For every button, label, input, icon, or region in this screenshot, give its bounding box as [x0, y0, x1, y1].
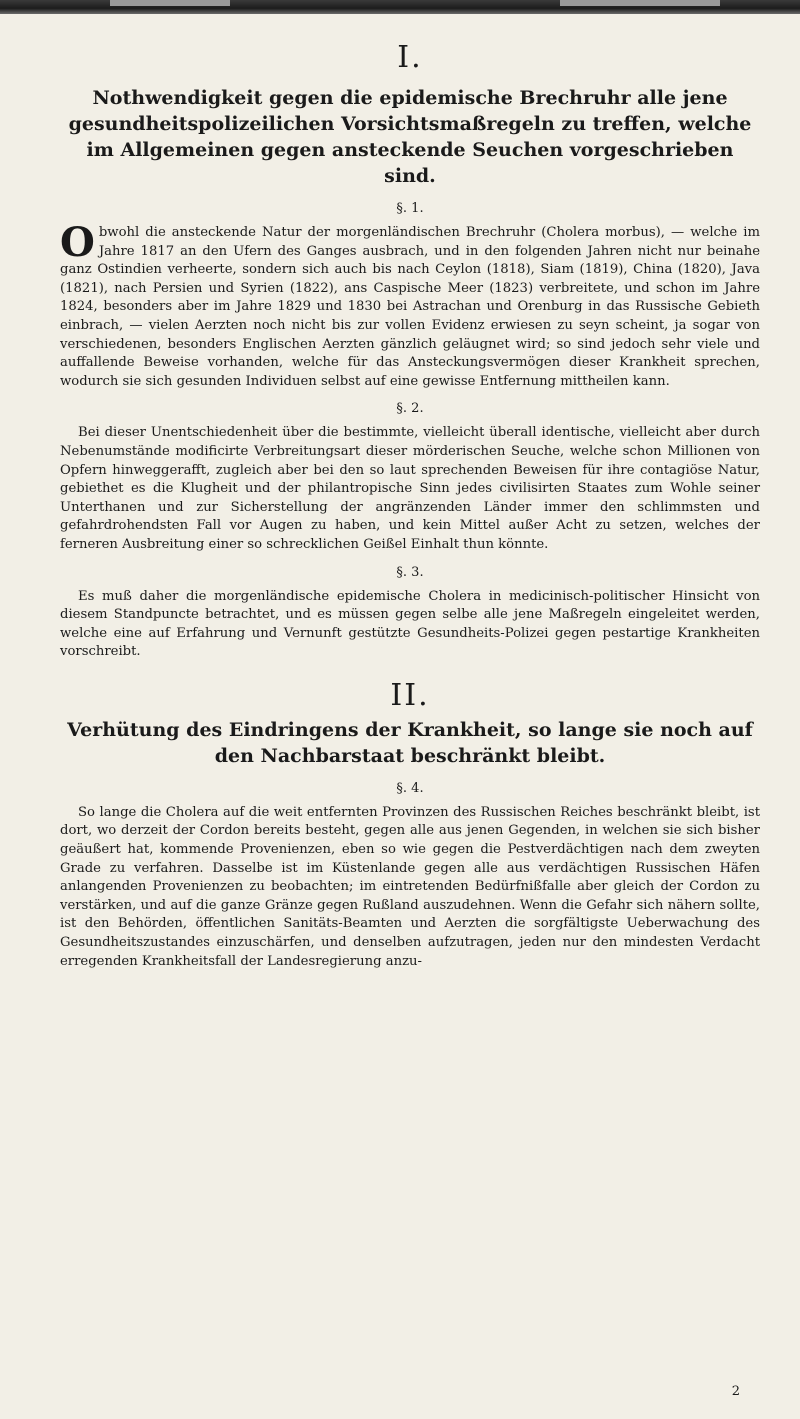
- paragraph-text: So lange die Cholera auf die weit entfernten Provinzen des Russischen Reiches beschränkt bleibt, ist dort, wo derzeit der Cordon bereits besteht, gegen alle aus jenen Gegenden, in welchen sie sich bisher geäußert hat, kommende Provenienzen, eben so wie gegen die Pestverdächtigen nach dem zweyten Grade zu verfahren. Dasselbe ist im Küstenlande gegen alle aus verdächtigen Russischen Häfen anlangenden Provenienzen zu beobachten; im eintretenden Bedürfnißfalle aber gleich der Cordon zu verstärken, und auf die ganze Gränze gegen Rußland auszudehnen. Wenn die Gefahr sich nähern sollte, ist den Behörden, öffentlichen Sanitäts-Beamten und Aerzten die sorgfältigste Ueberwachung des Gesundheitszustandes einzuschärfen, und denselben aufzutragen, jeden nur den mindesten Verdacht erregenden Krankheitsfall der Landesregierung anzu-: [60, 804, 760, 969]
- scan-edge-gap: [560, 0, 720, 6]
- paragraph-body: bwohl die ansteckende Natur der morgenländischen Brechruhr (Cholera morbus), — welche im Jahre 1817 an den Ufern des Ganges ausbrach, und in den folgenden Jahren nicht nur beinahe ganz Ostindien verheerte, sondern sich auch bis nach Ceylon (1818), Siam (1819), China (1820), Java (1821), nach Persien und Syrien (1822), ans Caspische Meer (1823) verbreitete, und schon im Jahre 1824, besonders aber im Jahre 1829 und 1830 bei Astrachan und Orenburg in das Russische Gebieth einbrach, — vielen Aerzten noch nicht bis zur vollen Evidenz erwiesen zu seyn scheint, ja sogar von verschiedenen, besonders Englischen Aerzten gänzlich geläugnet wird; so sind jedoch sehr viele und auffallende Beweise vorhanden, welche für das Ansteckungsvermögen dieser Krankheit sprechen, wodurch sie sich gesunden Individuen selbst auf eine gewisse Entfernung mittheilen kann.: [60, 225, 760, 389]
- paragraph-text: Es muß daher die morgenländische epidemische Cholera in medicinisch-politischer Hinsicht von diesem Standpuncte betrachtet, und es müssen gegen selbe alle jene Maßregeln eingeleitet werden, welche eine auf Erfahrung und Vernunft gestützte Gesundheits-Polizei gegen pestartige Krankheiten vorschreibt.: [60, 588, 760, 660]
- paragraph-text: Bei dieser Unentschiedenheit über die bestimmte, vielleicht überall identische, vielleicht aber durch Nebenumstände modificirte Verbreitungsart dieser mörderischen Seuche, welche schon Millionen von Opfern hinweggerafft, zugleich aber bei den so laut sprechenden Beweisen für ihre contagiöse Natur, gebiethet es die Klugheit und der philantropische Sinn jedes civilisirten Staates zum Wohle seiner Unterthanen und zur Sicherstellung der angränzenden Länder immer den schlimmsten und gefahrdrohendsten Fall vor Augen zu haben, und kein Mittel außer Acht zu setzen, welches der ferneren Ausbreitung einer so schrecklichen Geißel Einhalt thun könnte.: [60, 425, 760, 552]
- scan-top-edge: [0, 0, 800, 14]
- section-heading: Verhütung des Eindringens der Krankheit, so lange sie noch auf den Nachbarstaat beschränkt bleibt.: [67, 718, 753, 767]
- paragraph-mark: §. 2.: [396, 401, 424, 417]
- paragraph-mark: §. 3.: [396, 564, 424, 580]
- paragraph-text: [60, 219, 760, 391]
- paragraph-mark: §. 1.: [396, 201, 424, 216]
- section-heading: Nothwendigkeit gegen die epidemische Brechruhr alle jene gesundheitspolizeilichen Vorsichtsmaßregeln zu treffen, welche im Allgemeinen gegen ansteckende Seuchen vorgeschrieben sind.: [68, 87, 752, 187]
- document-page: [60, 40, 760, 971]
- scan-edge-gap: [110, 0, 230, 6]
- drop-cap: O: [60, 219, 95, 266]
- section-number: I.: [397, 40, 423, 75]
- page-number: 2: [731, 1384, 740, 1399]
- section-number: II.: [390, 677, 430, 713]
- paragraph-mark: §. 4.: [396, 780, 424, 796]
